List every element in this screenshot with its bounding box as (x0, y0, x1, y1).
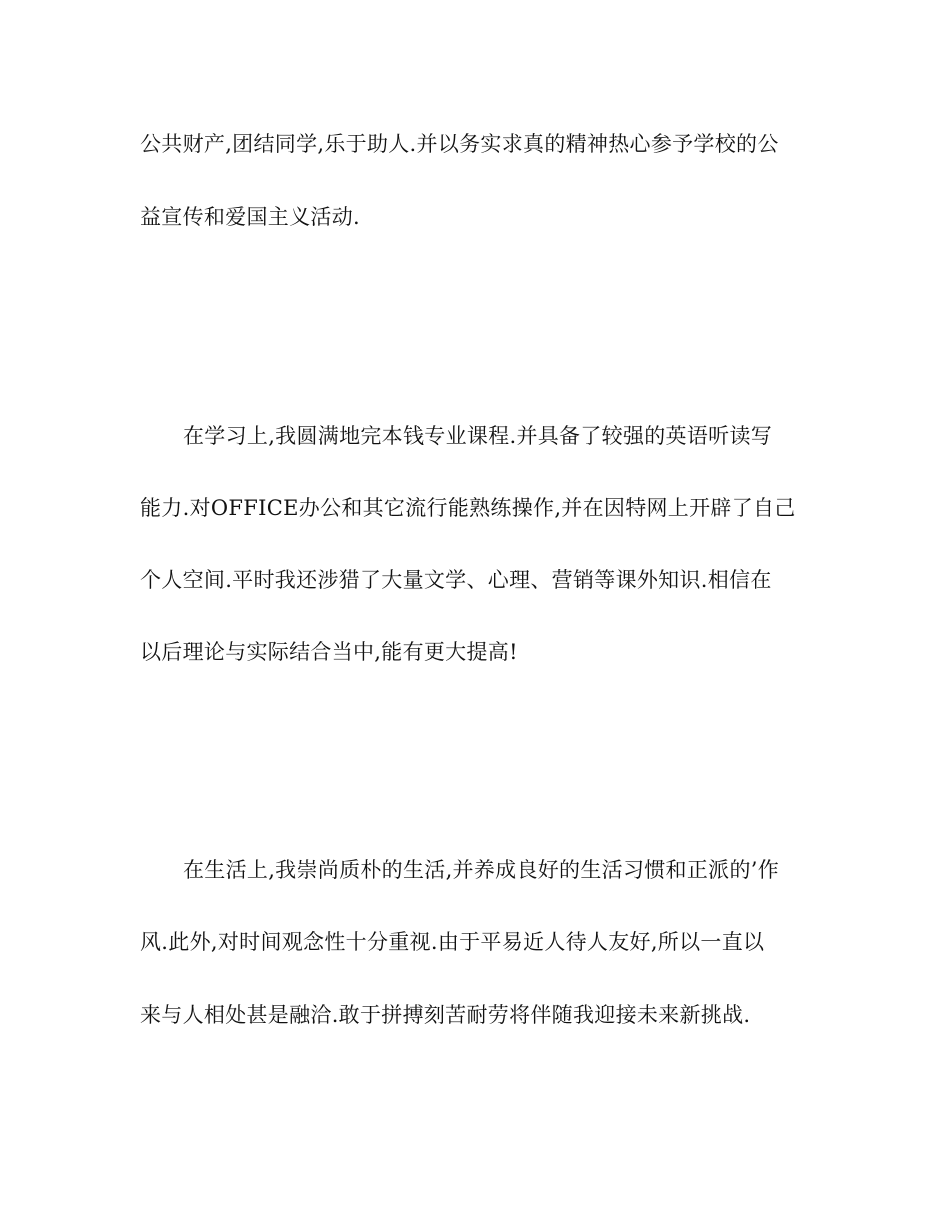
paragraph-3-line-2: 风.此外,对时间观念性十分重视.由于平易近人待人友好,所以一直以 (140, 930, 765, 954)
paragraph-2-line-2: 能力.对OFFICE办公和其它流行能熟练操作,并在因特网上开辟了自己 (140, 496, 796, 520)
paragraph-3-line-3: 来与人相处甚是融洽.敢于拼搏刻苦耐劳将伴随我迎接未来新挑战. (140, 1003, 751, 1027)
paragraph-2-line-1: 在学习上,我圆满地完本钱专业课程.并具备了较强的英语听读写 (183, 424, 773, 448)
paragraph-2-line-4: 以后理论与实际结合当中,能有更大提高! (140, 640, 518, 664)
paragraph-1-line-2: 益宣传和爱国主义活动. (140, 205, 360, 229)
paragraph-1-line-1: 公共财产,团结同学,乐于助人.并以务实求真的精神热心参予学校的公 (140, 132, 779, 156)
paragraph-2-line-3: 个人空间.平时我还涉猎了大量文学、心理、营销等课外知识.相信在 (140, 568, 772, 592)
paragraph-3-line-1: 在生活上,我崇尚质朴的生活,并养成良好的生活习惯和正派的’作 (183, 858, 780, 882)
